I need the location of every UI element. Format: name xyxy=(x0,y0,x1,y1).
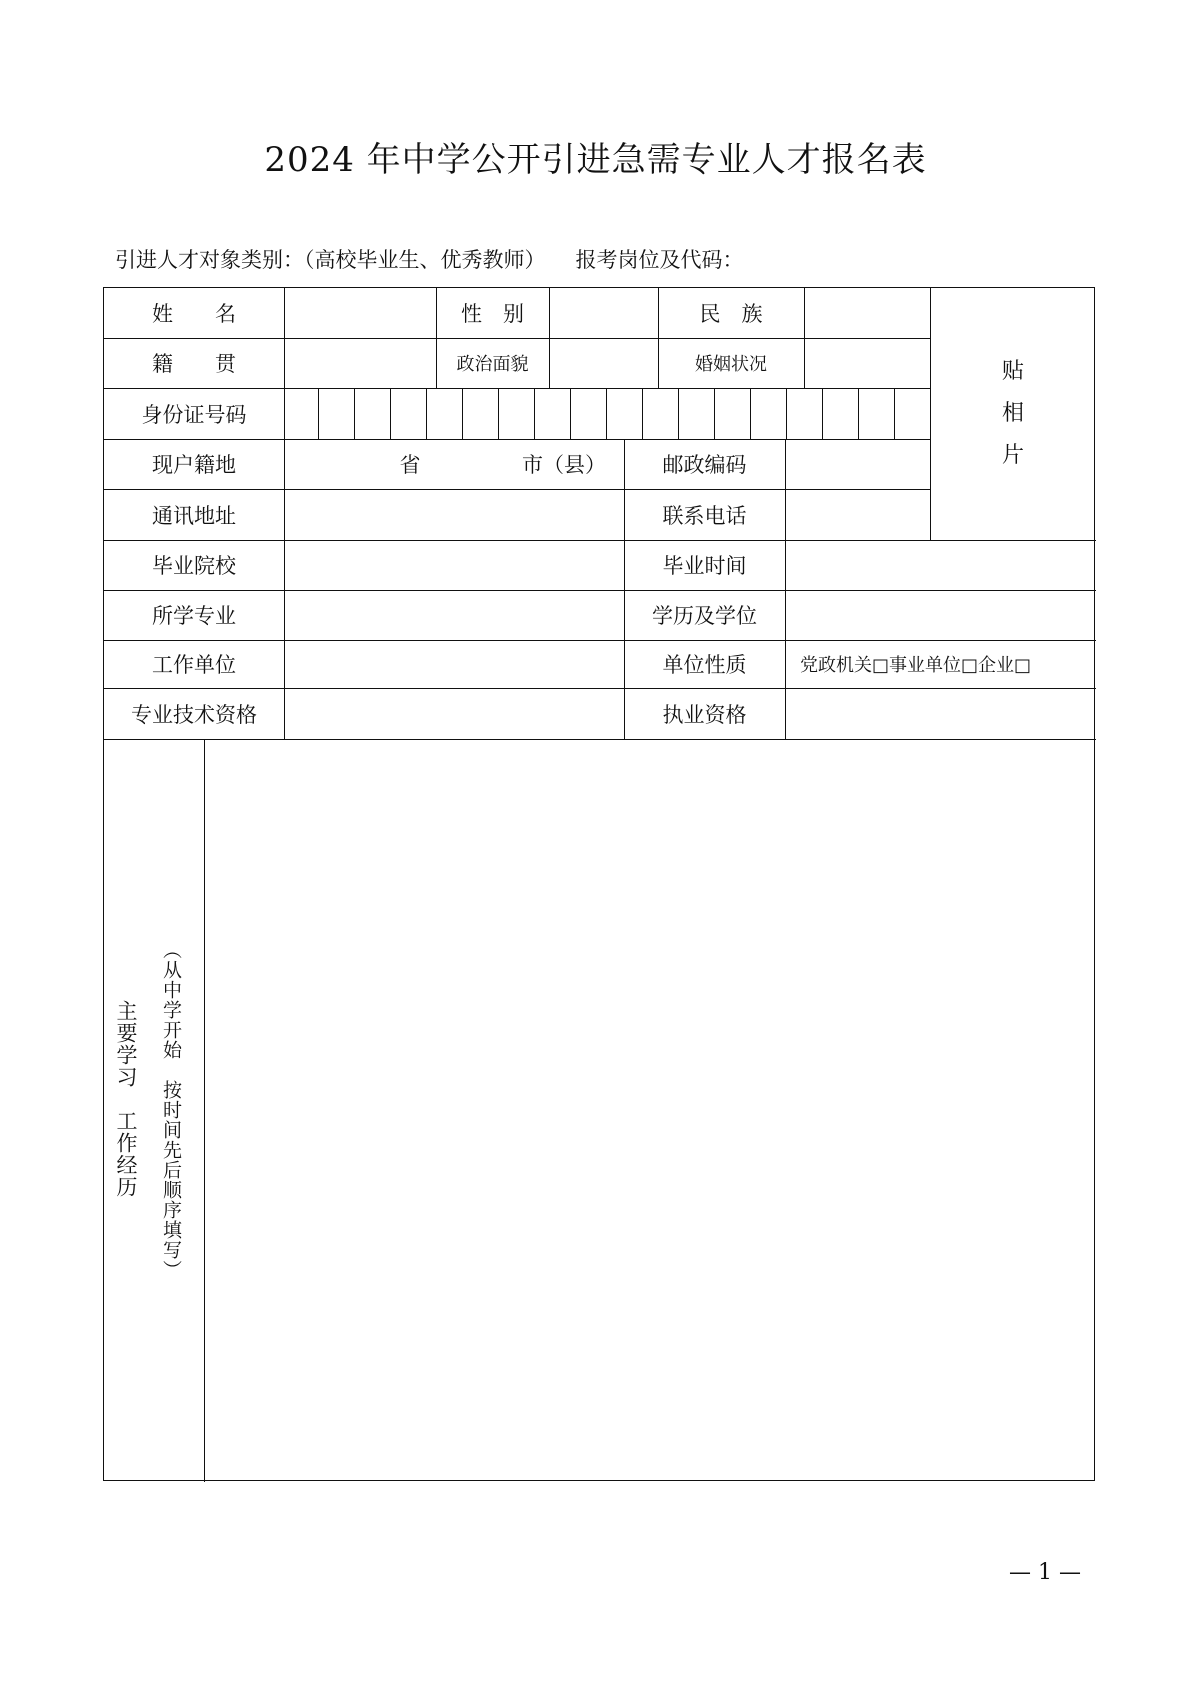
id-digit-divider xyxy=(714,388,715,439)
tech-qualification-label: 专业技术资格 xyxy=(131,702,257,727)
grad-time-label: 毕业时间 xyxy=(662,554,747,578)
registration-form-table xyxy=(104,288,1095,1481)
id-digit-divider xyxy=(894,388,895,439)
employer-type-options[interactable]: 党政机关□事业单位□企业□ xyxy=(800,655,1032,676)
photo-char: 片 xyxy=(1001,443,1024,468)
id-digit-divider xyxy=(426,388,427,439)
id-digit-divider xyxy=(678,388,679,439)
id-digit-divider xyxy=(570,388,571,439)
id-digit-divider xyxy=(642,388,643,439)
major-label: 所学专业 xyxy=(152,604,236,628)
employer-type-label: 单位性质 xyxy=(662,653,747,677)
id-digit-divider xyxy=(786,388,787,439)
photo-char: 相 xyxy=(1001,401,1024,426)
degree-label: 学历及学位 xyxy=(652,604,757,628)
postal-code-label: 邮政编码 xyxy=(662,453,747,477)
photo-placeholder xyxy=(930,288,1096,540)
employer-label: 工作单位 xyxy=(152,653,236,677)
marital-status-label: 婚姻状况 xyxy=(695,354,767,375)
id-digit-divider xyxy=(390,388,391,439)
address-label: 通讯地址 xyxy=(152,503,236,528)
school-label: 毕业院校 xyxy=(152,554,236,578)
col-divider xyxy=(804,288,805,388)
col-divider xyxy=(549,288,550,388)
id-digit-divider xyxy=(354,388,355,439)
id-digit-divider xyxy=(858,388,859,439)
form-subheader xyxy=(115,244,744,274)
id-digit-divider xyxy=(534,388,535,439)
id-digit-divider xyxy=(498,388,499,439)
page-number: — 1 — xyxy=(1009,1560,1081,1585)
id-digit-divider xyxy=(318,388,319,439)
col-divider xyxy=(785,439,786,739)
position-code-label: 报考岗位及代码： xyxy=(575,248,744,272)
practice-qualification-label: 执业资格 xyxy=(662,702,747,727)
phone-label: 联系电话 xyxy=(662,503,747,528)
id-number-label: 身份证号码 xyxy=(141,402,247,427)
experience-label: 主要学习 工作经历 xyxy=(114,1000,138,1198)
household-label: 现户籍地 xyxy=(152,453,236,477)
city-label: 市（县） xyxy=(522,453,606,477)
ethnicity-label: 民 族 xyxy=(699,302,763,326)
applicant-category: 引进人才对象类别：（高校毕业生、优秀教师） xyxy=(115,248,546,272)
id-digit-divider xyxy=(606,388,607,439)
id-digit-divider xyxy=(750,388,751,439)
id-digit-divider xyxy=(822,388,823,439)
gender-label: 性 别 xyxy=(461,302,524,326)
native-place-label: 籍 贯 xyxy=(152,352,236,376)
form-title: 2024 年中学公开引进急需专业人才报名表 xyxy=(264,140,927,180)
political-status-label: 政治面貌 xyxy=(456,354,529,375)
col-divider xyxy=(284,288,285,739)
name-label: 姓 名 xyxy=(152,302,236,326)
experience-hint: （从中学开始 按时间先后顺序填写） xyxy=(160,940,182,1280)
id-digit-divider xyxy=(462,388,463,439)
province-label: 省 xyxy=(399,453,421,477)
photo-char: 贴 xyxy=(1001,359,1024,384)
experience-content-area[interactable] xyxy=(205,740,1095,1481)
